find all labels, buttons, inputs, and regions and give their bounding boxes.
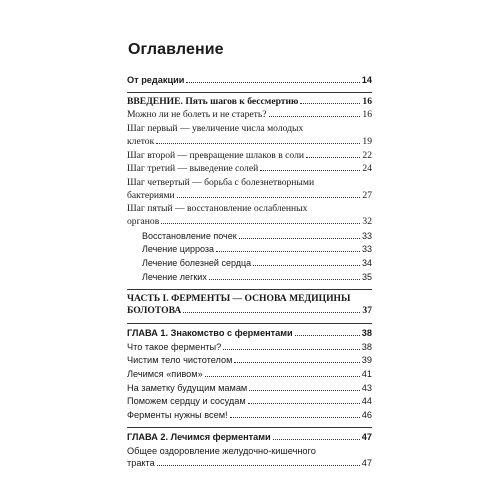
toc-page-number: 32 xyxy=(362,216,372,228)
toc-page-number: 47 xyxy=(361,458,372,469)
toc-entry-title: Лечимся «пивом» xyxy=(127,369,203,380)
toc-entry-title: Поможем сердцу и сосудам xyxy=(127,396,246,407)
table-of-contents xyxy=(127,74,372,471)
toc-entry[interactable] xyxy=(127,96,372,110)
dot-leader xyxy=(253,265,360,266)
dot-leader xyxy=(295,335,360,336)
toc-page-number: 38 xyxy=(361,327,372,338)
toc-entry[interactable] xyxy=(142,271,372,285)
toc-entry[interactable] xyxy=(127,293,372,319)
toc-entry[interactable] xyxy=(127,74,372,88)
toc-page-number: 38 xyxy=(361,341,372,352)
toc-entry[interactable] xyxy=(127,368,372,382)
toc-page-number: 33 xyxy=(361,230,372,241)
toc-entry-title-line: ЧАСТЬ I. ФЕРМЕНТЫ — ОСНОВА МЕДИЦИНЫ xyxy=(127,292,351,304)
dot-leader xyxy=(161,223,360,224)
toc-page-number: 46 xyxy=(361,410,372,421)
toc-entry[interactable] xyxy=(127,382,372,396)
dot-leader xyxy=(186,82,359,83)
dot-leader xyxy=(216,251,360,252)
toc-page-number: 39 xyxy=(361,355,372,366)
dot-leader xyxy=(239,238,360,239)
toc-entry[interactable] xyxy=(127,177,372,203)
toc-entry[interactable] xyxy=(127,354,372,368)
dot-leader xyxy=(157,465,360,466)
toc-entry-title: Лечение легких xyxy=(142,271,207,282)
toc-entry-title-line: Шаг четвертый — борьба с болезнетворными xyxy=(127,176,315,188)
toc-page-number: 24 xyxy=(362,163,372,175)
toc-entry-title: ГЛАВА 1. Знакомство с ферментами xyxy=(127,327,293,338)
toc-entry-title: БОЛОТОВА xyxy=(127,305,182,317)
toc-page-number: 44 xyxy=(361,396,372,407)
dot-leader xyxy=(273,439,360,440)
dot-leader xyxy=(306,157,360,158)
toc-entry-title: Чистим тело чистотелом xyxy=(127,355,233,366)
toc-entry-title: Шаг третий — выведение солей xyxy=(127,163,259,175)
toc-entry[interactable] xyxy=(127,203,372,229)
toc-entry[interactable] xyxy=(127,150,372,164)
toc-page-number: 19 xyxy=(362,135,372,147)
toc-page-number: 33 xyxy=(361,244,372,255)
toc-entry-title-line: Общее оздоровление желудочно-кишечного xyxy=(127,445,316,456)
toc-entry-title-line: Шаг пятый — восстановление ослабленных xyxy=(127,203,308,215)
toc-entry-title: бактериями xyxy=(127,189,175,201)
dot-leader xyxy=(260,170,360,171)
toc-page-number: 47 xyxy=(361,431,372,442)
toc-entry[interactable] xyxy=(127,109,372,123)
toc-page-number: 35 xyxy=(361,271,372,282)
dot-leader xyxy=(177,197,360,198)
toc-entry-title: Лечение болезней сердца xyxy=(142,258,252,269)
toc-entry[interactable] xyxy=(127,395,372,409)
toc-entry-title: ГЛАВА 2. Лечимся ферментами xyxy=(127,431,271,442)
toc-page-number: 34 xyxy=(361,258,372,269)
toc-entry[interactable] xyxy=(127,445,372,471)
dot-leader xyxy=(230,417,360,418)
toc-entry-title: органов xyxy=(127,216,160,228)
toc-title: Оглавление xyxy=(128,41,224,58)
toc-entry[interactable] xyxy=(127,327,372,341)
toc-entry-title: тракта xyxy=(127,458,155,469)
dot-leader xyxy=(223,349,360,350)
dot-leader xyxy=(205,376,360,377)
toc-entry[interactable] xyxy=(127,431,372,445)
toc-page-number: 27 xyxy=(362,189,372,201)
dot-leader xyxy=(183,312,360,313)
dot-leader xyxy=(248,403,360,404)
dot-leader xyxy=(249,390,360,391)
toc-page-number: 16 xyxy=(362,95,372,107)
toc-entry-title: От редакции xyxy=(127,75,185,85)
toc-entry[interactable] xyxy=(142,230,372,244)
toc-entry[interactable] xyxy=(142,243,372,257)
toc-entry-title: Ферменты нужны всем! xyxy=(127,410,228,421)
toc-entry-title: Шаг второй — превращение шлаков в соли xyxy=(127,149,304,161)
toc-page-number: 41 xyxy=(361,369,372,380)
section-divider xyxy=(127,92,372,93)
toc-page-number: 37 xyxy=(362,305,372,317)
dot-leader xyxy=(209,279,360,280)
toc-entry[interactable] xyxy=(127,163,372,177)
toc-entry-title-line: Шаг первый — увеличение числа молодых xyxy=(127,123,304,135)
toc-entry-title: Можно ли не болеть и не стареть? xyxy=(127,109,267,121)
section-divider xyxy=(127,427,372,428)
dot-leader xyxy=(234,362,359,363)
toc-page-number: 22 xyxy=(362,149,372,161)
toc-entry[interactable] xyxy=(127,409,372,423)
toc-entry-title: Что такое ферменты? xyxy=(127,341,222,352)
toc-entry-title: Восстановление почек xyxy=(142,230,237,241)
toc-entry[interactable] xyxy=(127,341,372,355)
section-divider xyxy=(127,289,372,290)
dot-leader xyxy=(300,103,360,104)
toc-entry-title: ВВЕДЕНИЕ. Пять шагов к бессмертию xyxy=(127,95,299,107)
toc-entry-title: На заметку будущим мамам xyxy=(127,382,248,393)
dot-leader xyxy=(269,116,360,117)
toc-page-number: 43 xyxy=(361,382,372,393)
toc-page-number: 14 xyxy=(361,75,372,85)
toc-entry[interactable] xyxy=(127,123,372,149)
toc-entry[interactable] xyxy=(142,257,372,271)
toc-entry-title: Лечение цирроза xyxy=(142,244,215,255)
section-divider xyxy=(127,323,372,324)
toc-entry-title: клеток xyxy=(127,135,155,147)
toc-page-number: 16 xyxy=(362,109,372,121)
dot-leader xyxy=(156,143,360,144)
